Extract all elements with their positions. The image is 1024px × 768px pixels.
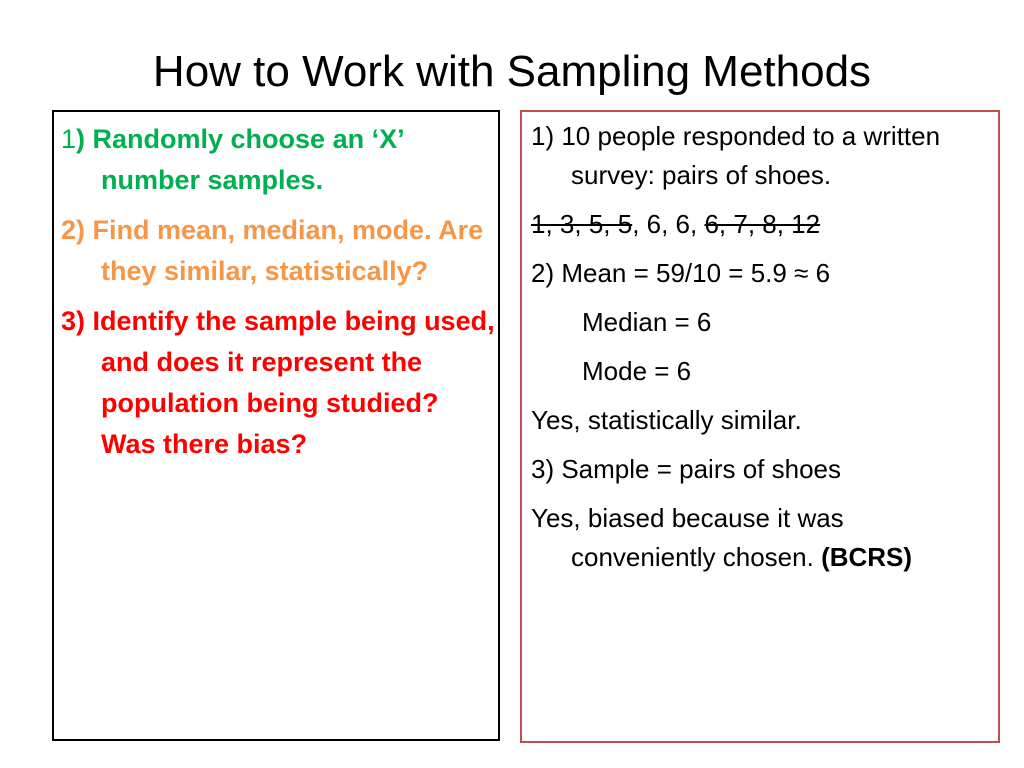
step-2: 2) Find mean, median, mode. Are they similar, statistically? [61,215,484,286]
slide-title: How to Work with Sampling Methods [152,47,872,96]
step-1 [61,119,497,201]
example-biased [531,499,993,577]
step-3: 3) Identify the sample being used, and does it represent the population being studied? Was there bias? [61,306,495,459]
biased-text: Yes, biased because it was conveniently chosen. [531,503,844,572]
worked-example [531,117,993,587]
example-median: Median = 6 [582,307,712,337]
example-similar: Yes, statistically similar. [531,405,802,435]
middle-values: , 6, 6, [632,209,705,239]
example-survey: 1) 10 people responded to a written survey: pairs of shoes. [531,121,941,190]
example-mean: 2) Mean = 59/10 = 5.9 ≈ 6 [531,258,831,288]
bcrs-label: (BCRS) [821,542,913,572]
struck-values-high: 6, 7, 8, 12 [704,209,821,239]
steps-list [61,119,497,474]
step-1-number: 1 [61,124,77,154]
struck-values-low: 1, 3, 5, 5 [531,209,633,239]
example-mode: Mode = 6 [582,356,692,386]
example-data-values [531,205,993,244]
example-sample: 3) Sample = pairs of shoes [531,454,841,484]
step-1-text: ) Randomly choose an ‘X’ number samples. [76,124,404,195]
